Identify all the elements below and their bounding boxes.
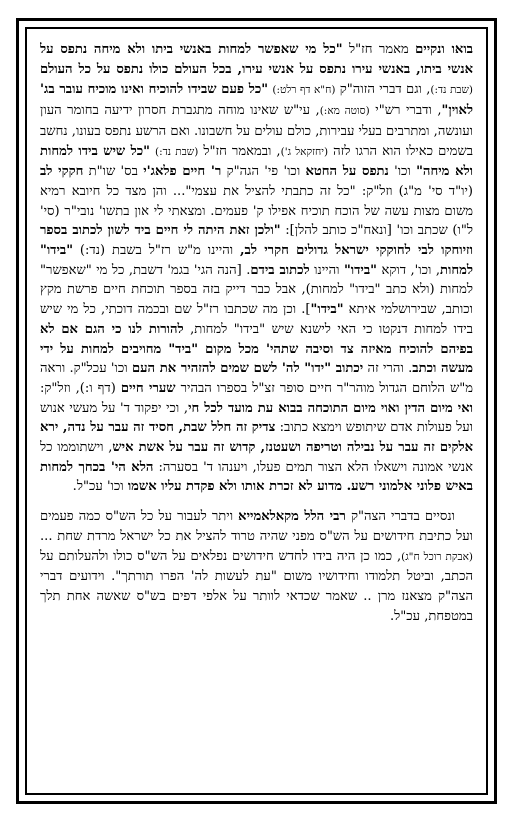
emphasized-text: שערי חיים <box>120 380 176 396</box>
body-text-run: , וכי יפקוד ד' על מעשי אנוש ועל פעולות אדם שיתופש וימצא כתוב: <box>40 400 473 436</box>
emphasized-text: להורות לנו כי הגם אם לא בפיהם להוכיח מאיזה צד וסיבה שתהי' מכל מקום "ביד" מחויבים למחות על ידי מעשה וכתב <box>40 321 473 377</box>
emphasized-text: הלא הי' בכחך למחות באיש פלוני אלמוני רשע. מדוע לא זכרת אותו ולא פקדת עליו אשמו <box>40 459 473 495</box>
body-text-run: , עי"ש שאינו מוחה מתגברת חסרון ידיעה בחומר העון ועונשה, ומתרבים בעלי עבירות, כולם עולים על חשבונו. ואם הרשע נתפס בעונו, נחשב בשמים כאילו הוא הרגו לזה <box>40 103 473 159</box>
emphasized-text: "כל פעם שבידו להוכיח ואינו מוכיח עובר בג' לאוין" <box>40 82 473 119</box>
body-text-run: ויתר לעבור על כל הש"ס כמה פעמים ועל כתיבת חידושים על הש"ס מפני שהיה טרוד להציל את כל ישראל מרדת שחת ... <box>40 509 473 544</box>
body-text-run: . והרי זה <box>363 361 413 377</box>
page-body-text <box>40 40 473 790</box>
source-citation: (אבקת רוכל ח"ג) <box>401 550 473 563</box>
body-text-run: וכו' פי' הגה"ק <box>221 164 306 180</box>
body-text-run: בס' שו"ת <box>83 164 144 180</box>
emphasized-text: "ולכן זאת היתה לי חיים ביד לשון לכתוב בספר וזיוחקו לבי לחוקקי ישראל גדולים חקרי לב, <box>40 223 473 259</box>
body-text-run: , כמו כן היה בידו לחדש חידושים נפלאים על הש"ס כולו ולהעלותם על הכתב, וביטל תלמודו וחידושיו משום "עת לעשות לה' הפרו תורתך". וידועים דברי הצה"ק מצאנז מרן .. שאמר שכדאי לוותר על אלפי דפים בש"ס שאשה אחת תלך במטפחת, עכ"ל. <box>40 548 473 624</box>
source-citation: (סוטה מא:) <box>319 105 370 118</box>
body-text-run: מאמר חז"ל <box>342 42 416 57</box>
body-text-run: ונסיים בדברי הצה"ק <box>345 509 455 525</box>
emphasized-text: "בידו" <box>343 262 377 278</box>
emphasized-text: צדיק זה חלל שבת, חסיד זה עבר על נדה, ירא אלקים זה עבר על נבילה וטריפה ושעטנז, קדוש זה עבר על אשת איש <box>40 420 473 456</box>
source-citation: (שבת נד:) <box>430 84 473 97</box>
source-citation: (ח"א דף רלט:) <box>272 84 336 97</box>
body-text-run: (יו"ד סי' מ"ג) וזל"ק: "כל זה כתבתי להציל את עצמי"... והן מצד כל חיובא רמיא משום מצות עשה של הוכח תוכיח אפילו ק' פעמים. ומצאתי לי און בתשו' נובי"ר (סי' ל"ו) שכתב וכו' [ונאח"כ כותב להלן]: <box>40 183 473 239</box>
emphasized-text: יכתוב "ידו" לה' לשם שמים להזהיר את העם <box>131 361 364 377</box>
body-text-run: וכו' <box>388 164 417 180</box>
emphasized-text: "בידו" <box>310 302 344 318</box>
paragraph-2 <box>40 507 473 626</box>
body-text-run: , וכו', דוקא <box>377 262 440 278</box>
body-text-run: וכו' עכ"ל. <box>72 479 128 495</box>
body-text-run: , ודברי רש"י <box>369 103 442 119</box>
body-text-run: והיינו מ"ש רז"ל בשבת (נד:) <box>73 243 240 259</box>
source-citation: (יחזקאל ג') <box>280 145 329 158</box>
emphasized-text: "כל מי שאפשר למחות באנשי ביתו ולא מיחה נתפס על אנשי ביתו, באנשי עירו נתפס על אנשי עירו, בכל העולם כולו נתפס על כל העולם <box>40 42 473 77</box>
body-text-run: , וגם דברי הזוה"ק <box>335 82 431 98</box>
emphasized-text: ואי מיום הדין ואוי מיום התוכחה בבוא עת מועד לכל חי <box>188 400 473 416</box>
body-text-run: ]. וכן מה שכתבו רז"ל שם ובכמה דוכתי, כל מי שיש בידו למחות דנקטו כי האי לישנא שיש "בידו" למחות, <box>40 302 473 337</box>
emphasized-text: לכתוב בידם <box>250 262 310 278</box>
emphasized-text: ר' חיים פלאג'י <box>143 164 222 180</box>
paragraph-1 <box>40 40 473 497</box>
body-text-run: (דף ו:), וזל"ק: <box>40 380 121 396</box>
body-text-run: והיינו <box>309 262 344 278</box>
emphasized-text: רבי הלל מקאלאמייא <box>238 509 346 525</box>
emphasized-text: חקקי לב <box>40 164 84 180</box>
body-text-run: , וישתוממו כל אנשי אמונה וישאלו הלא הצור תמים פעלו, ויענהו ד' בסערה: <box>40 440 473 475</box>
emphasized-text: בואו ונקיים <box>415 42 473 57</box>
emphasized-text: "בידו" למחות <box>40 243 473 278</box>
source-citation: (שבת נד:) <box>155 145 199 158</box>
emphasized-text: נתפס על החטא <box>305 164 389 180</box>
body-text-run: , ובמאמר חז"ל <box>198 143 281 159</box>
body-text-run: וכו' עכל"ק. וראה מ"ש הלוחם הגדול מוהר"ר חיים סופר זצ"ל בספרו הבהיר <box>40 361 473 396</box>
body-text-run: . [הנה הגי' בגמ' דשבת, כל מי "שאפשר" למחות (ולא כתב "בידו" למחות), אבל כבר דייק בזה בספר תוכחת חיים פרשת מקץ וכותב, שבירושלמי איתא <box>40 262 473 318</box>
emphasized-text: "כל שיש בידו למחות ולא מיחה" <box>40 143 473 180</box>
